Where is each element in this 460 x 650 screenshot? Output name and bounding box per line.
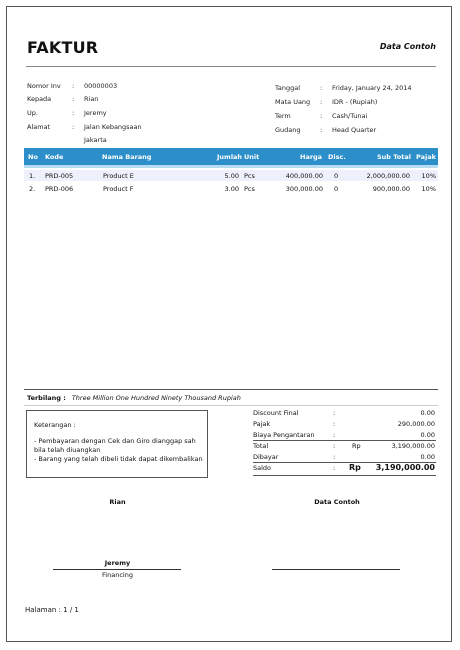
summary-row-tax: Pajak : 290,000.00 [253,420,435,428]
signature-left-name: Rian [109,498,126,506]
summary-row-balance: Saldo : Rp 3,190,000.00 [253,463,435,472]
terbilang-divider [24,405,438,406]
col-header-name: Nama Barang [102,153,152,161]
col-header-no: No [28,153,38,161]
col-header-qty: Jumlah [217,153,243,161]
col-header-subtotal: Sub Total [377,153,411,161]
signature-line-left [53,569,181,570]
summary-row-total: Total : Rp 3,190,000.00 [253,442,435,450]
summary-row-paid: Dibayar : 0.00 [253,453,435,461]
company-name: Data Contoh [379,42,436,51]
note-item: - Pembayaran dengan Cek dan Giro dianggap sah bila telah diuangkan [34,437,196,454]
amount-in-words: Terbilang : Three Million One Hundred Ninety Thousand Rupiah [27,394,241,402]
col-header-price: Harga [300,153,323,161]
page-number: Halaman : 1 / 1 [25,606,79,614]
signature-left-role: Financing [102,571,133,579]
summary-row-discount: Discount Final : 0.00 [253,409,435,417]
items-table-header [24,148,438,165]
summary-row-delivery: Biaya Pengantaran : 0.00 [253,431,435,439]
invoice-meta: Tanggal : Friday, January 24, 2014 Mata Uang : IDR - (Rupiah) Term : Cash/Tunai Gudang : Head Quarter [275,84,412,134]
table-header-accent [24,165,438,168]
signature-left-signer: Jeremy [104,559,131,567]
signature-right-name: Data Contoh [314,498,360,506]
col-header-tax: Pajak [416,153,436,161]
customer-info: Nomor Inv : 00000003 Kepada : Rian Up. : Jeremy Alamat : Jalan Kebangsaan Jakarta [27,82,142,144]
header-divider [26,66,436,67]
col-header-unit: Unit [244,153,260,161]
summary-divider [253,475,436,476]
col-header-discount: Disc. [328,153,346,161]
notes-title: Keterangan : [34,421,76,429]
notes-box [26,410,208,478]
signature-line-right [272,569,400,570]
note-item: - Barang yang telah dibeli tidak dapat dikembalikan [34,455,203,463]
table-row: 1. PRD-005 Product E 5.00 Pcs 400,000.00 0 2,000,000.00 10% [24,170,438,181]
totals-divider [24,389,438,390]
col-header-code: Kode [45,153,64,161]
document-title: FAKTUR [27,38,99,57]
summary-divider [253,440,436,441]
table-row: 2. PRD-006 Product F 3.00 Pcs 300,000.00 0 900,000.00 10% [29,185,436,193]
